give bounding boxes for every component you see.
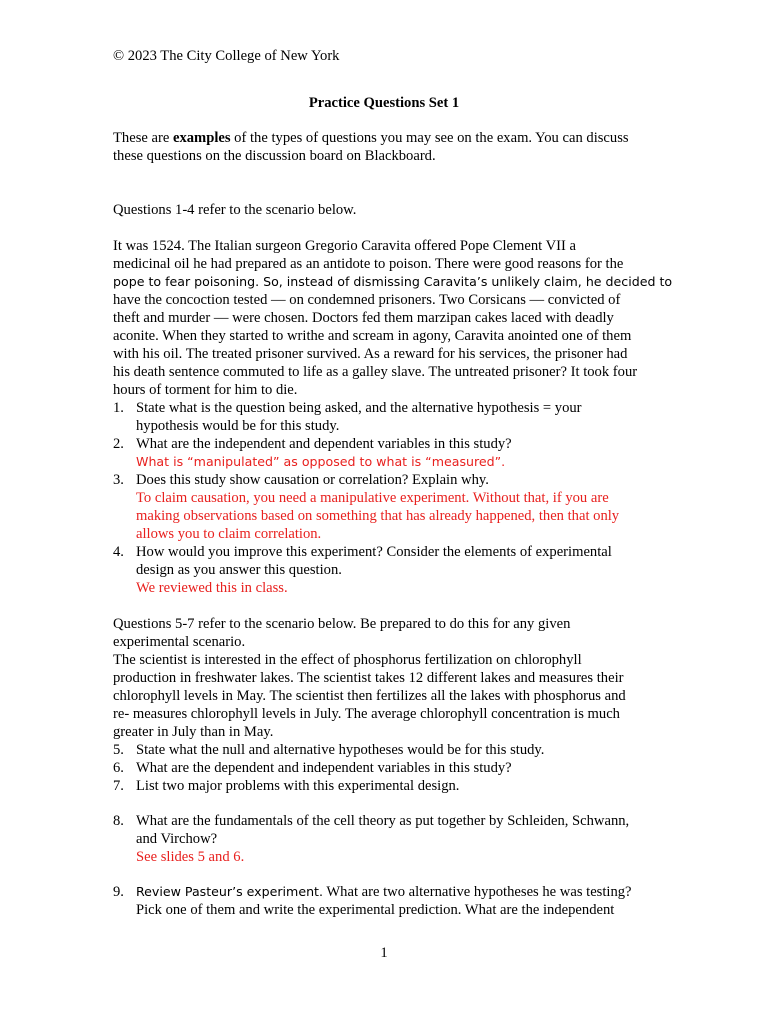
question-number: 1. <box>113 400 124 416</box>
intro-bold-word: examples <box>172 130 231 146</box>
scenario2-line: production in freshwater lakes. The scientist takes 12 different lakes and measures their <box>113 670 624 686</box>
scenario2-line: greater in July than in May. <box>113 724 274 740</box>
section2-heading: Questions 5-7 refer to the scenario below. Be prepared to do this for any given <box>113 616 571 632</box>
question-number: 3. <box>113 472 124 488</box>
question-3-note: making observations based on something that has already happened, then that only <box>136 508 620 524</box>
question-number: 2. <box>113 436 124 452</box>
question-8-text: What are the fundamentals of the cell theory as put together by Schleiden, Schwann, <box>136 813 630 829</box>
scenario1-line: theft and murder — were chosen. Doctors fed them marzipan cakes laced with deadly <box>113 310 614 326</box>
scenario2-line: chlorophyll levels in May. The scientist then fertilizes all the lakes with phosphorus and <box>113 688 626 704</box>
scenario1-line: have the concoction tested — on condemned prisoners. Two Corsicans — convicted of <box>113 292 621 308</box>
scenario2-line: The scientist is interested in the effect of phosphorus fertilization on chlorophyll <box>113 652 582 668</box>
question-1-text: State what is the question being asked, and the alternative hypothesis = your <box>136 400 582 416</box>
scenario1-line: It was 1524. The Italian surgeon Gregorio Caravita offered Pope Clement VII a <box>113 238 576 254</box>
scenario1-line: aconite. When they started to writhe and scream in agony, Caravita anointed one of them <box>113 328 632 344</box>
question-4-note: We reviewed this in class. <box>136 580 288 596</box>
question-4-text: How would you improve this experiment? Consider the elements of experimental <box>136 544 612 560</box>
question-6-text: What are the dependent and independent variables in this study? <box>136 760 512 776</box>
question-number: 5. <box>113 742 124 758</box>
scenario1-line: his death sentence commuted to life as a galley slave. The untreated prisoner? It took four <box>113 364 638 380</box>
question-8-note: See slides 5 and 6. <box>136 849 245 865</box>
question-number: 8. <box>113 813 124 829</box>
intro-line-2: these questions on the discussion board on Blackboard. <box>113 148 436 164</box>
question-number: 9. <box>113 884 124 900</box>
scenario1-line: with his oil. The treated prisoner survived. As a reward for his services, the prisoner had <box>113 346 628 362</box>
scenario2-line: re- measures chlorophyll levels in July. The average chlorophyll concentration is much <box>113 706 620 722</box>
scenario1-line: hours of torment for him to die. <box>113 382 298 398</box>
question-1-text-cont: hypothesis would be for this study. <box>136 418 340 434</box>
question-2-text: What are the independent and dependent variables in this study? <box>136 436 512 452</box>
copyright-header: © 2023 The City College of New York <box>113 48 340 64</box>
question-8-text-cont: and Virchow? <box>136 831 218 847</box>
section1-heading: Questions 1-4 refer to the scenario below. <box>113 202 357 218</box>
question-3-text: Does this study show causation or correlation? Explain why. <box>136 472 489 488</box>
intro-paragraph: These are examples of the types of questions you may see on the exam. You can discuss <box>113 130 629 146</box>
question-number: 4. <box>113 544 124 560</box>
page-title: Practice Questions Set 1 <box>308 95 460 111</box>
page-number: 1 <box>380 945 388 961</box>
question-3-note: To claim causation, you need a manipulative experiment. Without that, if you are <box>136 490 609 506</box>
question-9-text-cont: Pick one of them and write the experimental prediction. What are the independent <box>136 902 615 918</box>
question-5-text: State what the null and alternative hypotheses would be for this study. <box>136 742 545 758</box>
question-2-note: What is “manipulated” as opposed to what is “measured”. <box>136 454 506 469</box>
question-9-text: Review Pasteur’s experiment. What are two alternative hypotheses he was testing? <box>136 884 632 900</box>
question-number: 7. <box>113 778 124 794</box>
question-4-text-cont: design as you answer this question. <box>136 562 342 578</box>
question-3-note: allows you to claim correlation. <box>136 526 322 542</box>
question-number: 6. <box>113 760 124 776</box>
scenario1-line: medicinal oil he had prepared as an antidote to poison. There were good reasons for the <box>113 256 624 272</box>
scenario1-line: pope to fear poisoning. So, instead of dismissing Caravita’s unlikely claim, he decided to <box>113 274 673 289</box>
section2-heading-cont: experimental scenario. <box>113 634 246 650</box>
question-7-text: List two major problems with this experimental design. <box>136 778 460 794</box>
